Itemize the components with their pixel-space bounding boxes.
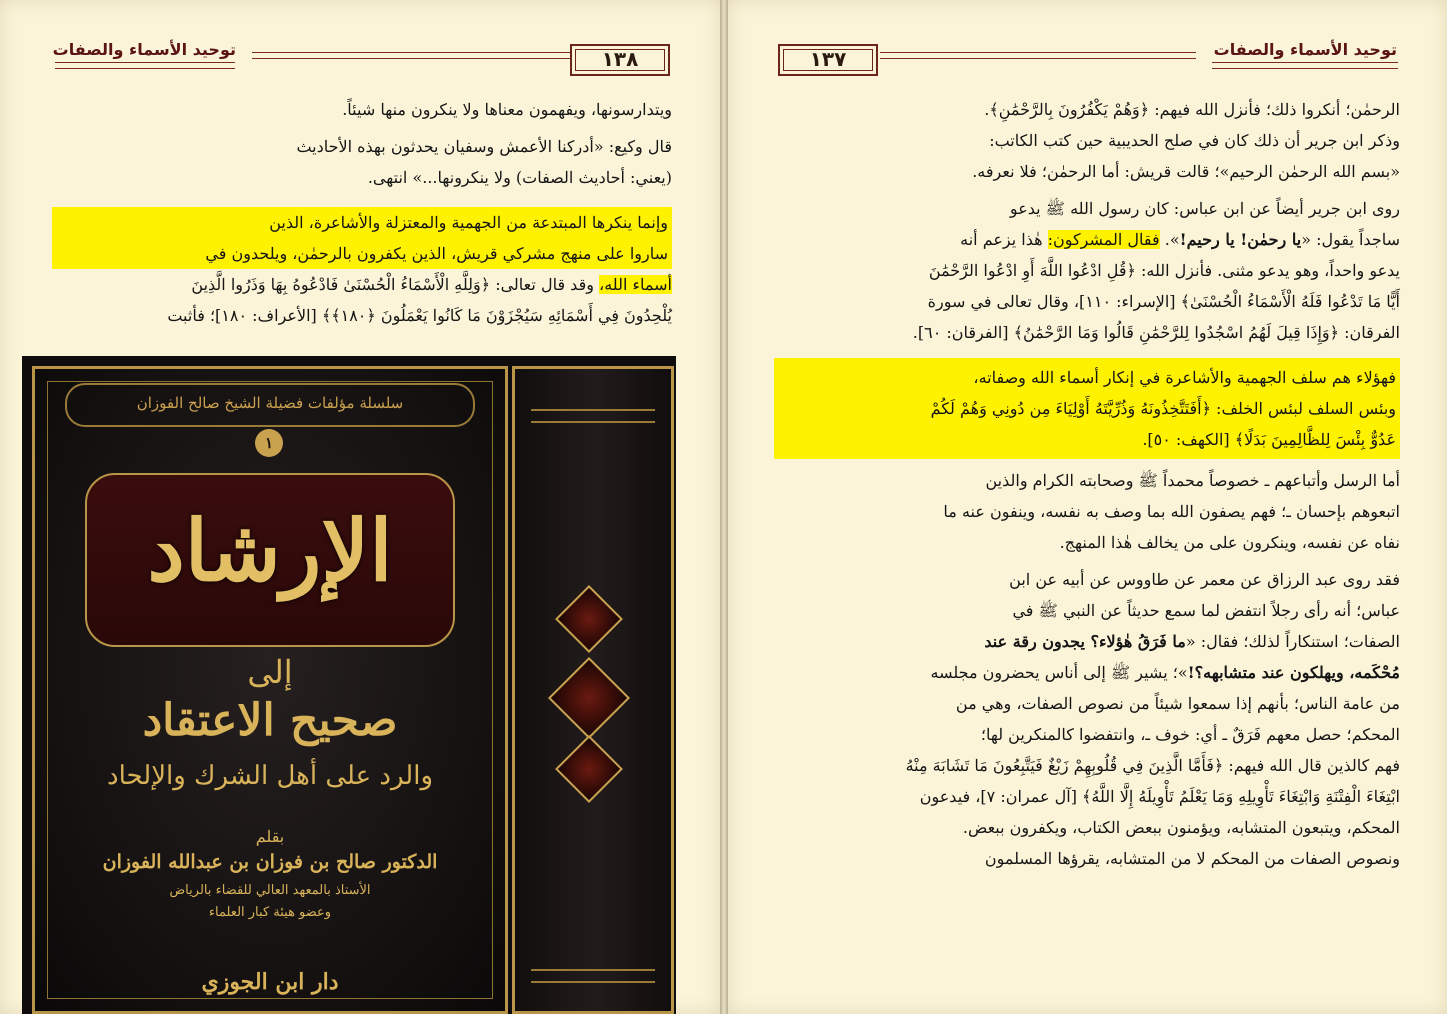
right-p1-line-3: «بسم الله الرحمٰن الرحيم»؛ قالت قريش: أما الرحمٰن؛ فلا نعرفه. [972,162,1400,181]
right-p2-line-3: يدعو واحداً، وهو يدعو مثنى. فأنزل الله: ﴿قُلِ ادْعُوا اللَّهَ أَوِ ادْعُوا الرَّحْمَٰنَ [928,261,1400,280]
right-page [728,0,1447,1014]
left-quran-line-1: وقد قال تعالى: ﴿وَلِلَّهِ الْأَسْمَاءُ الْحُسْنَىٰ فَادْعُوهُ بِهَا وَذَرُوا الَّذِينَ [191,275,594,294]
right-p2-line-2-mid: ». [1159,230,1180,249]
right-page-number: ١٣٧ [778,44,878,76]
left-highlight-line-3: أسماء الله، [599,275,672,294]
left-highlight-block [52,207,672,331]
right-p2-line-2-start: ساجداً يقول: « [1301,230,1400,249]
cover-title-ila: إلى [247,653,293,691]
right-p5-line-3-start: الصفات؛ استنكاراً لذلك؛ فقال: « [1185,632,1400,651]
left-header-rule [252,52,570,59]
right-p5-bold-1: ما فَرَقُ هٰؤلاء؟ يجدون رقة عند [984,632,1186,651]
right-highlight-line-1: فهؤلاء هم سلف الجهمية والأشاعرة في إنكار أسماء الله وصفاته، [973,368,1396,387]
right-p4-line-2: اتبعوهم بإحسان ـ؛ فهم يصفون الله بما وصف به نفسه، وينفون عنه ما [943,502,1400,521]
right-highlight-block [774,358,1400,459]
right-p2-line-5: الفرقان: ﴿وَإِذَا قِيلَ لَهُمُ اسْجُدُوا لِلرَّحْمَٰنِ قَالُوا وَمَا الرَّحْمَٰنُ﴾ [الفرقان: ٦٠]. [912,323,1400,342]
right-p4-line-3: نفاه عن نفسه، وينكرون على من يخالف هٰذا المنهج. [1059,533,1400,552]
right-p4-line-1: أما الرسل وأتباعهم ـ خصوصاً محمداً ﷺ وصحابته الكرام والذين [985,471,1400,490]
cover-title-sub: صحيح الاعتقاد [142,695,398,746]
left-line-1: ويتدارسونها، ويفهمون معناها ولا ينكرون منها شيئاً. [342,100,672,119]
spine-ornament-2 [548,657,630,739]
cover-front [32,366,508,1014]
cover-author-title-2: وعضو هيئة كبار العلماء [208,905,332,920]
left-header-underline [55,62,235,69]
right-p5-line-6: المحكم؛ حصل معهم فَرَقٌ ـ أي: خوف ـ، وانتفضوا كالمنكرين لها؛ [980,725,1400,744]
right-p5-line-7: فهم كالذين قال الله فيهم: ﴿فَأَمَّا الَّذِينَ فِي قُلُوبِهِمْ زَيْغٌ فَيَتَّبِعُونَ مَا تَشَابَهَ مِنْهُ [905,756,1400,775]
left-quran-line-2: يُلْحِدُونَ فِي أَسْمَائِهِ سَيُجْزَوْنَ مَا كَانُوا يَعْمَلُونَ ﴿١٨٠﴾﴾ [الأعراف: ١٨٠]؛ فأثبت [167,306,672,325]
right-p5-bold-2: مُحْكَمه، ويهلكون عند متشابهه؟! [1187,663,1400,682]
cover-by-label: بقلم [255,827,285,846]
right-p5-line-4 [774,657,1400,688]
right-header-underline [1212,62,1398,69]
right-p2-line-2-end: هٰذا يزعم أنه [960,230,1048,249]
right-page-header [728,38,1447,78]
cover-series-band: سلسلة مؤلفات فضيلة الشيخ صالح الفوزان [65,383,475,427]
right-p5-line-2: عباس؛ أنه رأى رجلاً انتفض لما سمع حديثاً عن النبي ﷺ في [1012,601,1400,620]
right-p1-line-2: وذكر ابن جرير أن ذلك كان في صلح الحديبية حين كتب الكاتب: [989,131,1400,150]
right-p2-line-1: روى ابن جرير أيضاً عن ابن عباس: كان رسول الله ﷺ يدعو [1009,199,1400,218]
right-p6-line-1: ونصوص الصفات من المحكم لا من المتشابه، يقرؤها المسلمون [984,849,1400,868]
right-page-body [774,94,1400,874]
cover-title-sub2: والرد على أهل الشرك والإلحاد [106,761,434,791]
right-header-title: توحيد الأسماء والصفات [1213,40,1397,59]
right-p1-line-1: الرحمٰن؛ أنكروا ذلك؛ فأنزل الله فيهم: ﴿وَهُمْ يَكْفُرُونَ بِالرَّحْمَٰنِ﴾. [984,100,1400,119]
cover-title-panel [85,473,455,647]
left-page-body [52,94,672,331]
right-p2-highlight: فقال المشركون: [1047,230,1160,249]
right-p5-line-9: المحكم، ويتبعون المتشابه، ويؤمنون ببعض الكتاب، ويكفرون ببعض. [962,818,1400,837]
spine-ornament-3 [555,735,623,803]
right-p5-line-5: من عامة الناس؛ بأنهم إذا سمعوا شيئاً من نصوص الصفات، وهي من [955,694,1400,713]
cover-spine [512,366,674,1014]
left-page-number: ١٣٨ [570,44,670,76]
right-p5-line-1: فقد روى عبد الرزاق عن معمر عن طاووس عن أبيه عن ابن [1009,570,1400,589]
right-p2-bold-quote: يا رحمٰن! يا رحيم! [1179,230,1302,249]
right-p5-line-4-end: »؛ يشير ﷺ إلى أناس يحضرون مجلسه [930,663,1188,682]
right-p2-line-2 [774,224,1400,255]
left-header-title: توحيد الأسماء والصفات [52,40,236,59]
cover-title-main: الإرشاد [147,501,393,600]
right-p5-line-8: ابْتِغَاءَ الْفِتْنَةِ وَابْتِغَاءَ تَأْوِيلِهِ وَمَا يَعْلَمُ تَأْوِيلَهُ إِلَّا اللَّهُ﴾ [آل عمران: ٧]، فيدعون [919,787,1400,806]
right-highlight-line-2: وبئس السلف لبئس الخلف: ﴿أَفَتَتَّخِذُونَهُ وَذُرِّيَّتَهُ أَوْلِيَاءَ مِن دُونِي وَهُمْ لَكُمْ [930,399,1396,418]
left-page-header [0,38,720,78]
left-highlight-line-2: ساروا على منهج مشركي قريش، الذين يكفرون بالرحمٰن، ويلحدون في [52,238,672,269]
spine-band-top [531,409,655,423]
cover-author-title-1: الأستاذ بالمعهد العالي للقضاء بالرياض [169,883,371,898]
spine-band-bottom [531,969,655,983]
spine-ornament-1 [555,585,623,653]
right-p5-line-3 [774,626,1400,657]
cover-volume-number: ١ [255,429,283,457]
cover-publisher: دار ابن الجوزي [201,969,339,995]
right-highlight-line-3: عَدُوٌّ بِئْسَ لِلظَّالِمِينَ بَدَلًا﴾ [الكهف: ٥٠]. [1142,430,1396,449]
left-line-3: (يعني: أحاديث الصفات) ولا ينكرونها...» انتهى. [367,168,672,187]
left-highlight-line-1: وإنما ينكرها المبتدعة من الجهمية والمعتزلة والأشاعرة، الذين [52,207,672,238]
right-header-rule [880,52,1196,59]
left-line-2: قال وكيع: «أدركنا الأعمش وسفيان يحدثون بهذه الأحاديث [296,137,672,156]
book-gutter [720,0,728,1014]
cover-author: الدكتور صالح بن فوزان بن عبدالله الفوزان [102,851,438,873]
right-p2-line-4: أَيًّا مَا تَدْعُوا فَلَهُ الْأَسْمَاءُ الْحُسْنَىٰ﴾ [الإسراء: ١١٠]، وقال تعالى في سورة [927,292,1400,311]
book-cover-image [22,356,676,1014]
